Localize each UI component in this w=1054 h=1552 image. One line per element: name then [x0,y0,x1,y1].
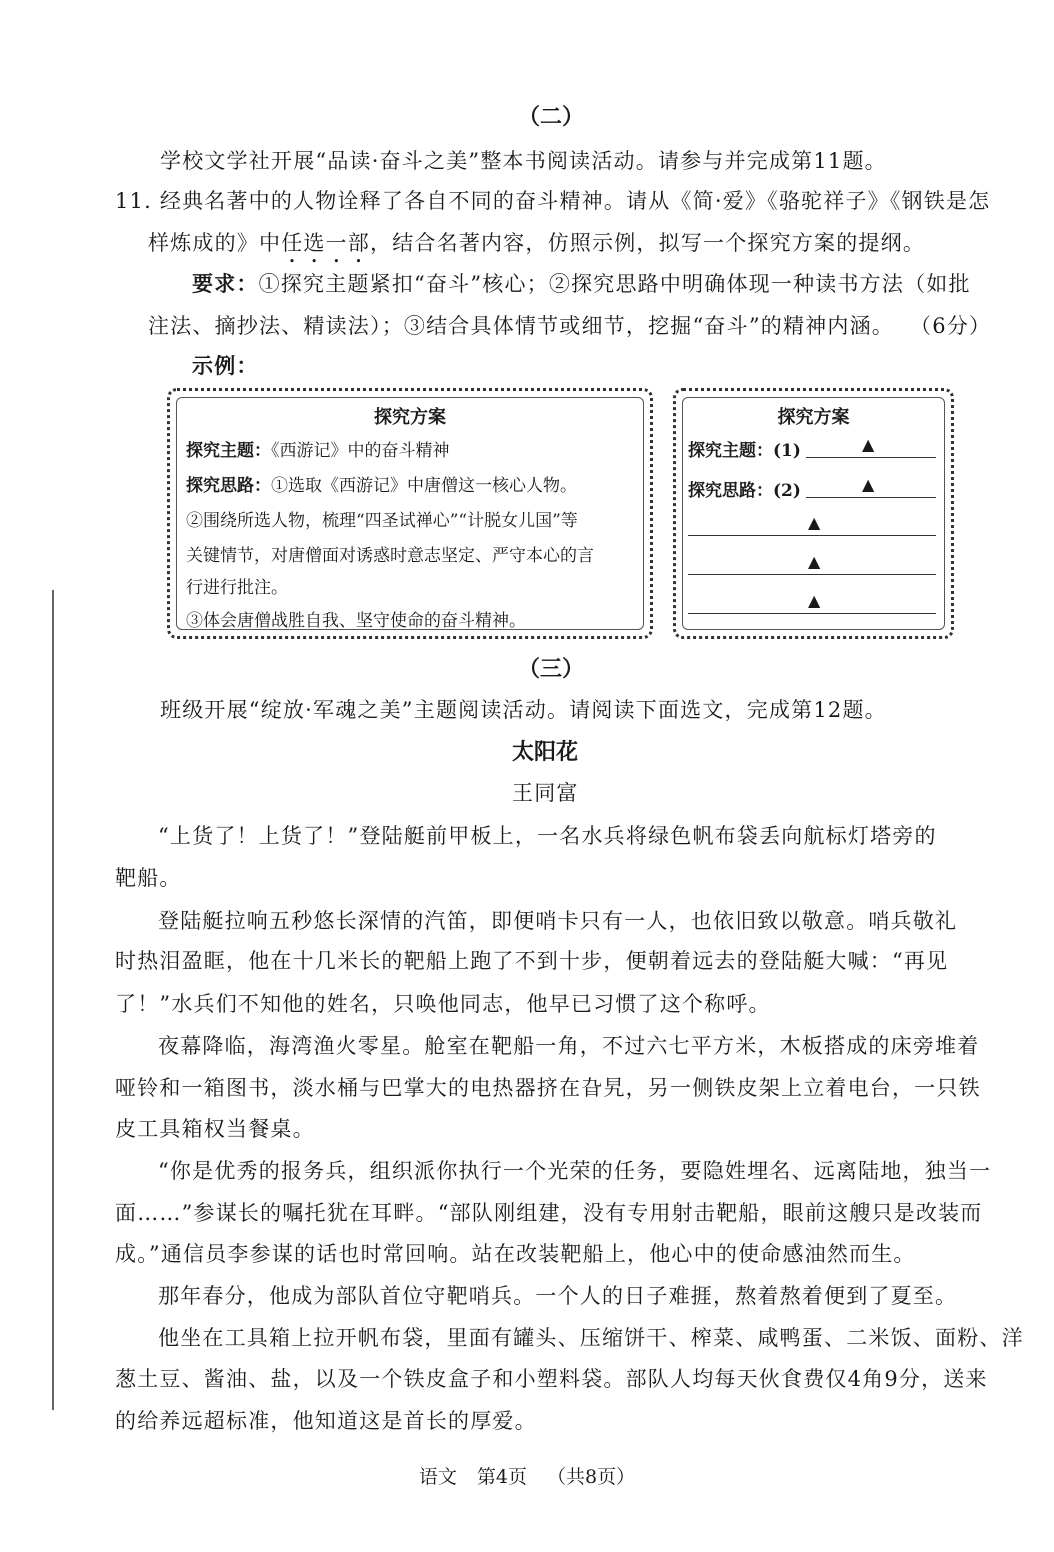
question-11-line-2 [148,227,925,268]
section-3-intro: 班级开展“绽放·军魂之美”主题阅读活动。请阅读下面选文，完成第12题。 [160,698,887,722]
example-line-2 [186,471,577,496]
section-3-marker: （三） [518,656,585,682]
requirement-line-2: 注法、摘抄法、精读法）；③结合具体情节或细节，挖掘“奋斗”的精神内涵。 [148,314,894,338]
example-path-text: ①选取《西游记》中唐僧这一核心人物。 [271,476,577,496]
passage-line: 夜幕降临，海湾渔火零星。舱室在靶船一角，不过六七平方米，木板搭成的床旁堆着 [158,1034,980,1058]
answer-blank-5[interactable] [688,613,936,614]
answer-topic-label: 探究主题：(1) [688,441,801,461]
requirement-text-1: ①探究主题紧扣“奋斗”核心；②探究思路中明确体现一种读书方法（如批 [258,272,971,296]
example-line-4: 关键情节，对唐僧面对诱惑时意志坚定、严守本心的言 [186,546,594,566]
q11-line2-post: ，结合名著内容，仿照示例，拟写一个探究方案的提纲。 [370,231,926,255]
answer-blank-3[interactable] [688,535,936,536]
answer-topic-blank[interactable] [806,457,936,458]
answer-blank-4[interactable] [688,574,936,575]
score: （6分） [910,314,992,338]
passage-author: 王同富 [512,781,579,805]
passage-line: 他坐在工具箱上拉开帆布袋，里面有罐头、压缩饼干、榨菜、咸鸭蛋、二米饭、面粉、洋 [158,1326,1024,1350]
page-footer [0,1462,1054,1489]
example-line-5: 行进行批注。 [186,578,288,598]
question-11-line-1: 11. 经典名著中的人物诠释了各自不同的奋斗精神。请从《简·爱》《骆驼祥子》《钢铁是怎 [115,189,991,213]
answer-marker-4: ▲ [808,552,821,571]
section-2-intro: 学校文学社开展“品读·奋斗之美”整本书阅读活动。请参与并完成第11题。 [160,149,887,173]
section-2-marker: （二） [518,104,585,130]
footer-total: （共8页） [547,1466,636,1488]
passage-line: 了！”水兵们不知他的姓名，只唤他同志，他早已习惯了这个称呼。 [115,992,771,1016]
answer-marker-2: ▲ [862,475,875,494]
requirement-line-1 [192,268,971,298]
q11-emphasis: 任选一部 [281,231,371,255]
example-line-3: ②围绕所选人物，梳理“四圣试禅心”“计脱女儿国”等 [186,511,578,531]
answer-path-blank[interactable] [806,497,936,498]
margin-rule [52,590,54,1410]
footer-subject: 语文 [418,1466,457,1488]
example-label: 示例： [192,353,259,378]
passage-line: 的给养远超标准，他知道这是首长的厚爱。 [115,1409,537,1433]
passage-line: 时热泪盈眶，他在十几米长的靶船上跑了不到十步，便朝着远去的登陆艇大喊：“再见 [115,949,949,973]
passage-line: “上货了！上货了！”登陆艇前甲板上，一名水兵将绿色帆布袋丢向航标灯塔旁的 [158,824,937,848]
passage-line: 面……”参谋长的嘱托犹在耳畔。“部队刚组建，没有专用射击靶船，眼前这艘只是改装而 [115,1201,983,1225]
example-topic-label: 探究主题： [186,441,271,461]
example-line-6: ③体会唐僧战胜自我、坚守使命的奋斗精神。 [186,611,526,631]
passage-line: 登陆艇拉响五秒悠长深情的汽笛，即便哨卡只有一人，也依旧致以敬意。哨兵敬礼 [158,909,958,933]
footer-page: 第4页 [476,1466,527,1488]
passage-line: 成。”通信员李参谋的话也时常回响。站在改装靶船上，他心中的使命感油然而生。 [115,1242,916,1266]
answer-box [673,388,954,639]
example-path-label: 探究思路： [186,476,271,496]
q11-line2-pre: 样炼成的》中 [148,231,282,255]
answer-marker-5: ▲ [808,591,821,610]
passage-line: 靶船。 [115,866,182,890]
example-box [167,388,653,639]
answer-marker-3: ▲ [808,513,821,532]
example-topic-text: 《西游记》中的奋斗精神 [271,441,450,461]
answer-marker-1: ▲ [862,435,875,454]
example-box-title: 探究方案 [374,407,446,428]
example-line-1 [186,436,450,461]
passage-line: 那年春分，他成为部队首位守靶哨兵。一个人的日子难捱，熬着熬着便到了夏至。 [158,1284,958,1308]
passage-line: 葱土豆、酱油、盐，以及一个铁皮盒子和小塑料袋。部队人均每天伙食费仅4角9分，送来 [115,1367,988,1391]
passage-line: “你是优秀的报务兵，组织派你执行一个光荣的任务，要隐姓埋名、远离陆地，独当一 [158,1159,992,1183]
passage-line: 皮工具箱权当餐桌。 [115,1117,315,1141]
passage-line: 哑铃和一箱图书，淡水桶与巴掌大的电热器挤在旮旯，另一侧铁皮架上立着电台，一只铁 [115,1076,981,1100]
answer-box-title: 探究方案 [777,407,850,428]
answer-path-label: 探究思路：(2) [688,481,801,501]
passage-title: 太阳花 [512,739,579,765]
requirement-label: 要求： [192,271,259,296]
